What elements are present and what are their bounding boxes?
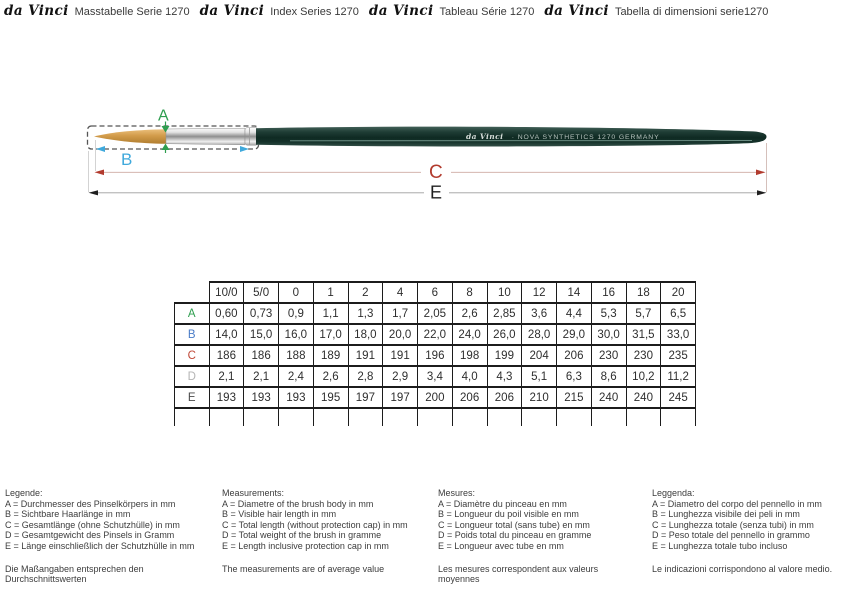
table-stub-cell <box>244 408 279 426</box>
size-column-header: 1 <box>313 282 348 303</box>
legend-column <box>222 488 434 574</box>
legend-line: A = Durchmesser des Pinselkörpers in mm <box>5 498 176 509</box>
legend-line: B = Sichtbare Haarlänge in mm <box>5 509 131 520</box>
legend-line: D = Peso totale del pennello in grammo <box>652 530 810 541</box>
table-cell: 245 <box>661 387 696 408</box>
legend-line: D = Gesamtgewicht des Pinsels in Gramm <box>5 530 175 541</box>
table-stub-cell <box>626 408 661 426</box>
header-segment <box>200 3 359 19</box>
table-stub-cell <box>557 408 592 426</box>
legend-note-line: The measurements are of average value <box>222 563 385 574</box>
header-title: Tabella di dimensioni serie1270 <box>614 6 769 18</box>
table-cell: 18,0 <box>348 324 383 345</box>
table-cell: 0,60 <box>209 303 244 324</box>
table-cell: 186 <box>209 345 244 366</box>
arrow-c-left <box>95 170 105 176</box>
table-stub-cell <box>487 408 522 426</box>
size-column-header: 6 <box>418 282 453 303</box>
row-label-c: C <box>175 345 210 366</box>
table-cell: 199 <box>487 345 522 366</box>
arrow-e-left <box>89 190 99 195</box>
row-label-a: A <box>175 303 210 324</box>
table-cell: 206 <box>557 345 592 366</box>
brush-hair <box>94 129 167 144</box>
legend-line: B = Longueur du poil visible en mm <box>438 509 579 520</box>
legend-line: C = Gesamtlänge (ohne Schutzhülle) in mm <box>5 519 180 530</box>
arrow-c-right <box>756 170 766 176</box>
table-stub-cell <box>209 408 244 426</box>
table-row-d <box>175 366 696 387</box>
table-stub-cell <box>452 408 487 426</box>
size-column-header: 16 <box>591 282 626 303</box>
table-cell: 2,05 <box>418 303 453 324</box>
size-column-header: 18 <box>626 282 661 303</box>
table-cell: 28,0 <box>522 324 557 345</box>
table-corner-cell <box>175 282 210 303</box>
table-cell: 14,0 <box>209 324 244 345</box>
table-cell: 235 <box>661 345 696 366</box>
brand-logo: da Vinci <box>544 3 609 19</box>
legend-line: D = Poids total du pinceau en gramme <box>438 530 592 541</box>
table-row-a <box>175 303 696 324</box>
legend-line: B = Visible hair length in mm <box>222 509 337 520</box>
legend-note-line: Le indicazioni corrispondono al valore medio. <box>652 563 833 574</box>
table-header-row <box>175 282 696 303</box>
header-segment <box>4 3 190 19</box>
table-cell: 191 <box>383 345 418 366</box>
table-cell: 240 <box>626 387 661 408</box>
legend-title: Measurements: <box>222 488 285 498</box>
legend-line: B = Lunghezza visibile dei peli in mm <box>652 509 800 520</box>
table-cell: 16,0 <box>279 324 314 345</box>
table-cell: 240 <box>591 387 626 408</box>
table-cell: 5,3 <box>591 303 626 324</box>
table-cell: 1,1 <box>313 303 348 324</box>
legend-line: E = Longueur avec tube en mm <box>438 540 564 551</box>
table-cell: 195 <box>313 387 348 408</box>
legend-note <box>5 564 217 585</box>
table-cell: 2,1 <box>244 366 279 387</box>
legend-line: C = Lunghezza totale (senza tubi) in mm <box>652 519 814 530</box>
table-cell: 6,5 <box>661 303 696 324</box>
table-cell: 189 <box>313 345 348 366</box>
table-cell: 10,2 <box>626 366 661 387</box>
size-column-header: 2 <box>348 282 383 303</box>
table-cell: 11,2 <box>661 366 696 387</box>
table-stub-cell <box>591 408 626 426</box>
dimension-label-c: C <box>429 162 443 183</box>
table-cell: 4,4 <box>557 303 592 324</box>
table-cell: 2,85 <box>487 303 522 324</box>
table-cell: 24,0 <box>452 324 487 345</box>
header-title: Tableau Série 1270 <box>439 6 535 18</box>
legend-line: D = Total weight of the brush in gramme <box>222 530 382 541</box>
size-column-header: 8 <box>452 282 487 303</box>
arrow-b-left <box>96 146 105 152</box>
size-column-header: 5/0 <box>244 282 279 303</box>
legend-note-line: Die Maßangaben entsprechen den <box>5 563 144 574</box>
table-cell: 186 <box>244 345 279 366</box>
size-table <box>174 281 696 426</box>
brand-logo: da Vinci <box>4 3 69 19</box>
table-cell: 1,7 <box>383 303 418 324</box>
table-cell: 3,6 <box>522 303 557 324</box>
legend-note <box>652 564 855 575</box>
table-cell: 198 <box>452 345 487 366</box>
legend-line: E = Length inclusive protection cap in mm <box>222 540 389 551</box>
table-cell: 191 <box>348 345 383 366</box>
header-title: Index Series 1270 <box>270 6 359 18</box>
legend-title: Leggenda: <box>652 488 695 498</box>
table-cell: 0,9 <box>279 303 314 324</box>
row-label-e: E <box>175 387 210 408</box>
table-row-e <box>175 387 696 408</box>
arrow-a-up <box>162 144 170 151</box>
header-title: Masstabelle Serie 1270 <box>74 6 190 18</box>
table-cell: 2,1 <box>209 366 244 387</box>
dimension-label-e: E <box>430 182 443 203</box>
table-cell: 22,0 <box>418 324 453 345</box>
legend-line: A = Diametro del corpo del pennello in mm <box>652 498 822 509</box>
table-cell: 3,4 <box>418 366 453 387</box>
table-stub-cell <box>661 408 696 426</box>
table-cell: 230 <box>626 345 661 366</box>
table-cell: 188 <box>279 345 314 366</box>
table-stub-cell <box>313 408 348 426</box>
table-cell: 20,0 <box>383 324 418 345</box>
legend-note-line: Les mesures correspondent aux valeurs <box>438 563 599 574</box>
table-cell: 2,6 <box>313 366 348 387</box>
handle-imprint-brand: da Vinci <box>466 132 504 141</box>
legend-title: Mesures: <box>438 488 476 498</box>
table-cell: 206 <box>452 387 487 408</box>
brand-logo: da Vinci <box>368 3 434 19</box>
table-cell: 215 <box>557 387 592 408</box>
dimension-label-b: B <box>121 150 133 169</box>
legend-line: E = Länge einschließlich der Schutzhülle in mm <box>5 540 195 551</box>
legend-title: Legende: <box>5 488 43 498</box>
table-cell: 210 <box>522 387 557 408</box>
table-row-c <box>175 345 696 366</box>
header-segment <box>544 3 768 19</box>
table-cell: 2,9 <box>383 366 418 387</box>
table-cell: 5,7 <box>626 303 661 324</box>
legend-note-line: Durchschnittswerten <box>5 574 87 585</box>
legend-column <box>5 488 217 585</box>
table-cell: 29,0 <box>557 324 592 345</box>
arrow-e-right <box>757 190 767 195</box>
table-stub-cell <box>418 408 453 426</box>
table-cell: 230 <box>591 345 626 366</box>
table-cell: 1,3 <box>348 303 383 324</box>
row-label-b: B <box>175 324 210 345</box>
legend-line: A = Diamètre du pinceau en mm <box>438 498 567 509</box>
table-cell: 197 <box>348 387 383 408</box>
legend-note <box>222 564 434 575</box>
size-column-header: 10 <box>487 282 522 303</box>
table-cell: 206 <box>487 387 522 408</box>
size-column-header: 10/0 <box>209 282 244 303</box>
legend-column <box>438 488 650 585</box>
brush-ferrule <box>166 128 245 145</box>
table-cell: 200 <box>418 387 453 408</box>
table-cell: 26,0 <box>487 324 522 345</box>
brand-logo: da Vinci <box>199 3 265 19</box>
table-cell: 0,73 <box>244 303 279 324</box>
size-column-header: 20 <box>661 282 696 303</box>
table-cell: 33,0 <box>661 324 696 345</box>
dimension-label-a: A <box>158 107 169 125</box>
table-cell: 197 <box>383 387 418 408</box>
table-cell: 30,0 <box>591 324 626 345</box>
legend-column <box>652 488 855 574</box>
table-stub-cell <box>175 408 210 426</box>
table-cell: 2,8 <box>348 366 383 387</box>
legend-note-line: moyennes <box>438 574 480 585</box>
row-label-d: D <box>175 366 210 387</box>
legend-line: C = Total length (without protection cap) in mm <box>222 519 408 530</box>
size-column-header: 0 <box>279 282 314 303</box>
legend-line: A = Diametre of the brush body in mm <box>222 498 374 509</box>
size-column-header: 12 <box>522 282 557 303</box>
table-cell: 193 <box>279 387 314 408</box>
table-cell: 8,6 <box>591 366 626 387</box>
table-cell: 2,6 <box>452 303 487 324</box>
table-cell: 4,3 <box>487 366 522 387</box>
table-stub-row <box>175 408 696 426</box>
table-stub-cell <box>348 408 383 426</box>
table-cell: 15,0 <box>244 324 279 345</box>
table-cell: 4,0 <box>452 366 487 387</box>
arrow-b-right <box>240 146 249 152</box>
legend-line: C = Longueur total (sans tube) en mm <box>438 519 590 530</box>
table-cell: 5,1 <box>522 366 557 387</box>
table-cell: 204 <box>522 345 557 366</box>
brush-diagram <box>0 95 855 220</box>
table-cell: 196 <box>418 345 453 366</box>
size-column-header: 14 <box>557 282 592 303</box>
table-stub-cell <box>522 408 557 426</box>
table-cell: 17,0 <box>313 324 348 345</box>
header-row <box>4 3 768 19</box>
table-stub-cell <box>279 408 314 426</box>
table-row-b <box>175 324 696 345</box>
handle-imprint-text: · NOVA SYNTHETICS 1270 GERMANY <box>511 134 660 141</box>
table-stub-cell <box>383 408 418 426</box>
size-column-header: 4 <box>383 282 418 303</box>
legend-note <box>438 564 650 585</box>
table-cell: 6,3 <box>557 366 592 387</box>
table-cell: 193 <box>209 387 244 408</box>
table-cell: 2,4 <box>279 366 314 387</box>
legend-line: E = Lunghezza totale tubo incluso <box>652 540 788 551</box>
table-cell: 193 <box>244 387 279 408</box>
table-cell: 31,5 <box>626 324 661 345</box>
header-segment <box>369 3 534 19</box>
